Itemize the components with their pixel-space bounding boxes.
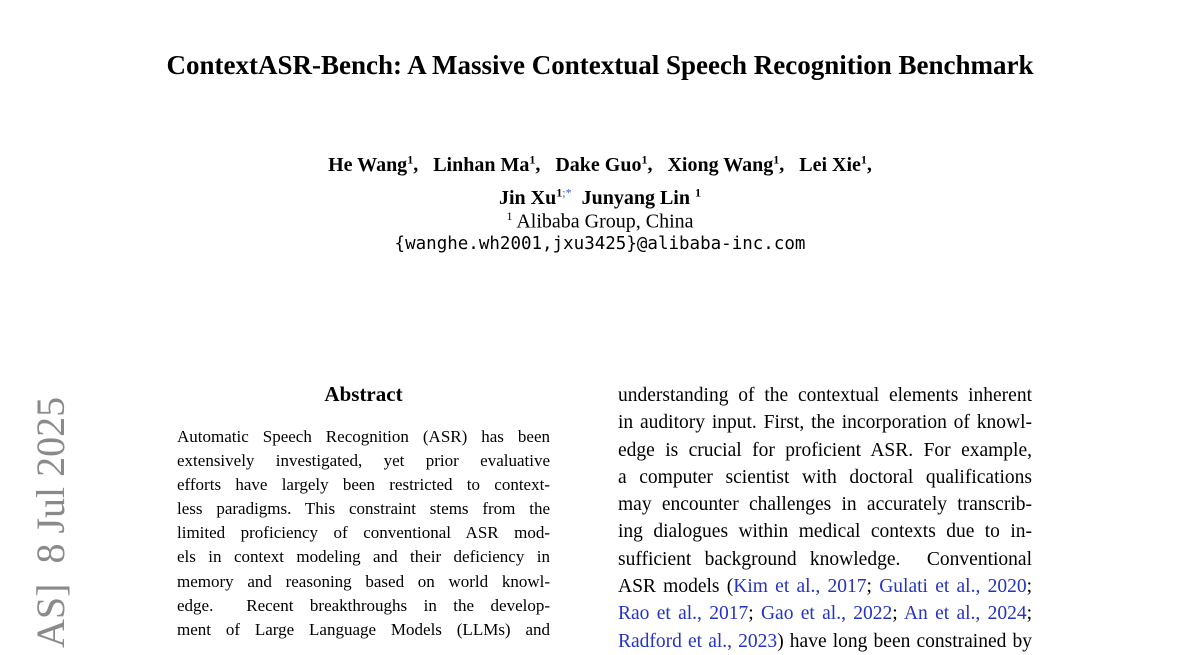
citation-link[interactable]: An et al., 2024	[903, 603, 1027, 625]
author: Junyang Lin $^1$	[576, 185, 701, 210]
abstract-line: limited proficiency of conventional ASR mod-	[177, 523, 550, 543]
abstract-line: memory and reasoning based on world knowl-	[177, 571, 550, 591]
intro-line: edge is crucial for proficient ASR. For example,	[618, 439, 1032, 461]
intro-line: sufficient background knowledge. Conventional	[618, 548, 1032, 570]
paper-title: ContextASR-Bench: A Massive Contextual Speech Recognition Benchmark	[166, 50, 1034, 80]
citation-link[interactable]: Radford et al., 2023	[618, 630, 778, 652]
intro-line: understanding of the contextual elements inherent	[618, 385, 1032, 406]
author-line-1: He Wang$^1$, Linhan Ma$^1$, Dake Guo$^1$, Xiong Wang$^1$, Lei Xie$^1$,	[328, 152, 872, 176]
intro-line: ASR models (Kim et al., 2017; Gulati et al., 2020;	[618, 576, 1033, 598]
intro-line: Radford et al., 2023) have long been constrained by	[618, 630, 1032, 652]
intro-line: a computer scientist with doctoral qualifications	[618, 466, 1032, 488]
abstract-line: els in context modeling and their deficiency in	[177, 547, 550, 567]
author: Dake Guo$^1$	[555, 152, 648, 176]
abstract-line: edge. Recent breakthroughs in the develop-	[177, 595, 550, 615]
introduction-body	[618, 382, 1032, 655]
intro-line: ing dialogues within medical contexts due to in-	[618, 521, 1032, 543]
citation-link[interactable]: Kim et al., 2017	[733, 576, 867, 598]
abstract-body	[177, 425, 550, 642]
arxiv-stamp: AS] 8 Jul 2025	[28, 396, 73, 648]
abstract-line: ment of Large Language Models (LLMs) and	[177, 619, 550, 639]
citation-link[interactable]: Gulati et al., 2020	[879, 576, 1027, 598]
intro-line: in auditory input. First, the incorporation of knowl-	[618, 412, 1032, 434]
citation-link[interactable]: Rao et al., 2017	[618, 603, 749, 625]
author-email: {wanghe.wh2001,jxu3425}@alibaba-inc.com	[394, 234, 806, 254]
citation-link[interactable]: Gao et al., 2022	[760, 603, 893, 625]
abstract-line: efforts have largely been restricted to context-	[177, 475, 550, 495]
intro-line: Rao et al., 2017; Gao et al., 2022; An et al., 2024;	[618, 603, 1033, 625]
author: Linhan Ma$^1$	[433, 152, 536, 176]
abstract-line: Automatic Speech Recognition (ASR) has been	[177, 427, 550, 446]
corresponding-author-mark[interactable]: ;*	[562, 185, 572, 200]
affiliation: $^1$ Alibaba Group, China	[506, 209, 694, 233]
abstract-heading: Abstract	[324, 382, 403, 406]
author: Xiong Wang$^1$	[667, 152, 780, 176]
author: Lei Xie$^1$	[799, 152, 867, 176]
intro-line: may encounter challenges in accurately transcrib-	[618, 494, 1032, 516]
author: Jin $Xu^{1;*}$	[499, 185, 572, 210]
abstract-line: extensively investigated, yet prior evaluative	[177, 451, 550, 471]
abstract-line: less paradigms. This constraint stems from the	[177, 499, 550, 519]
author: He Wang$^1$	[328, 152, 414, 176]
